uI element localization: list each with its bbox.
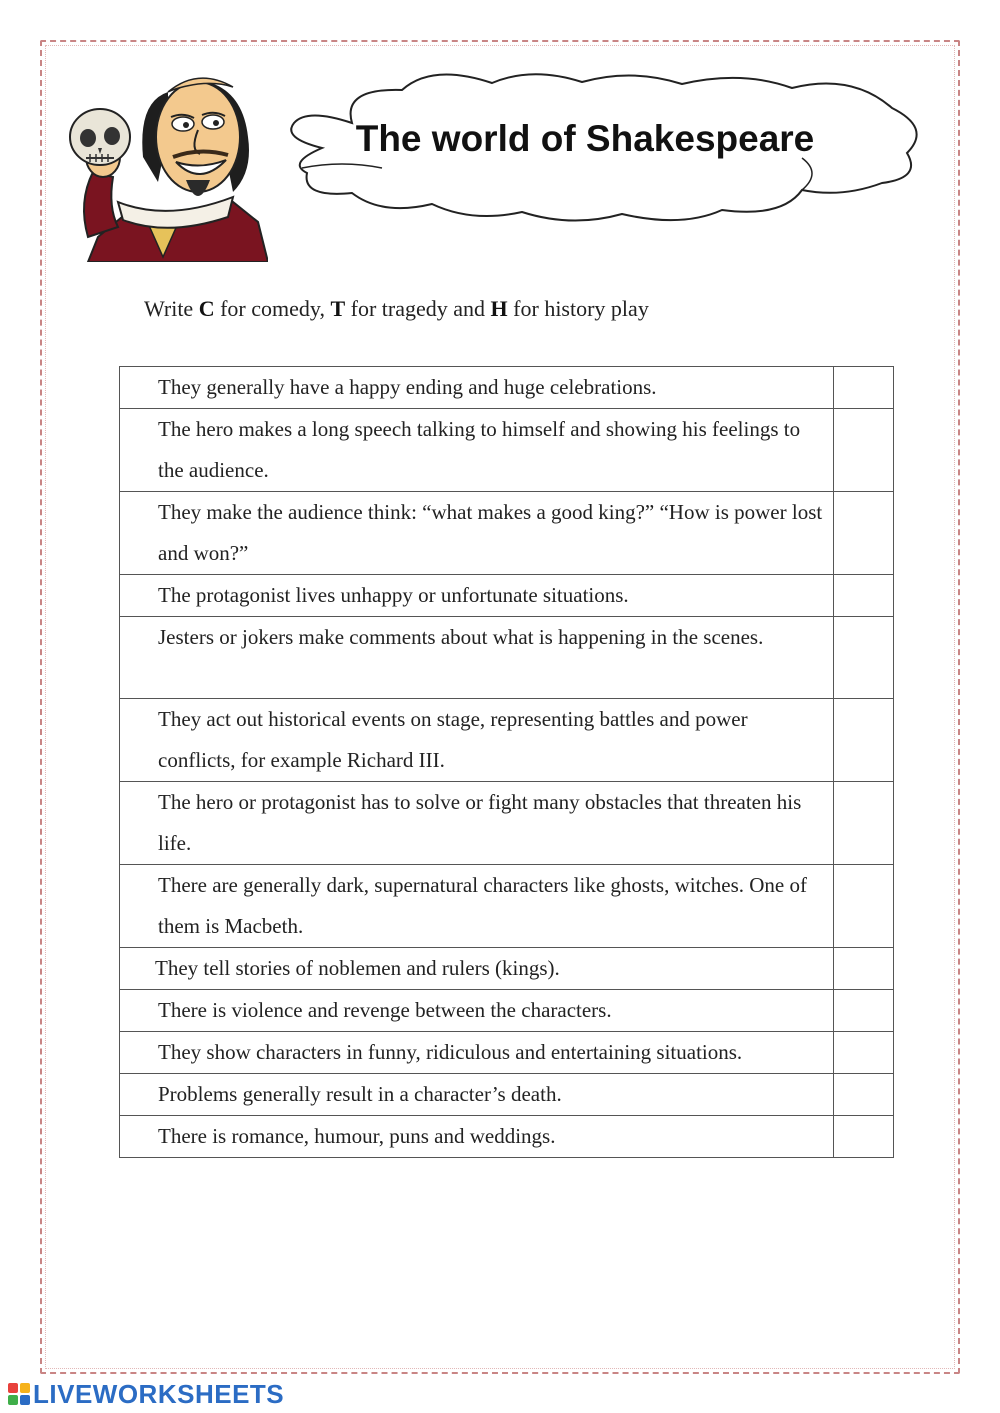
answer-cell[interactable] [834,1032,894,1074]
statement-text: They make the audience think: “what makes a good king?” “How is power lost and won?” [120,492,834,575]
answer-cell[interactable] [834,865,894,948]
answer-cell[interactable] [834,409,894,492]
answer-cell[interactable] [834,367,894,409]
answer-cell[interactable] [834,699,894,782]
instructions: Write C for comedy, T for tragedy and H for history play [144,296,649,321]
statement-text: They tell stories of noblemen and rulers (kings). [120,948,834,990]
shakespeare-skull-illustration [58,62,268,262]
statement-text: There is violence and revenge between the characters. [120,990,834,1032]
page-title: The world of Shakespeare [355,118,815,159]
answer-cell[interactable] [834,492,894,575]
answer-cell[interactable] [834,1116,894,1158]
table-row [120,782,894,865]
table-row [120,409,894,492]
statement-text: They show characters in funny, ridiculous and entertaining situations. [120,1032,834,1074]
table-row [120,948,894,990]
table-row [120,492,894,575]
table-row [120,617,894,699]
logo-squares-icon [8,1383,30,1405]
liveworksheets-logo[interactable] [8,1380,284,1408]
tragedy-code: T [330,296,346,321]
statement-text: The hero or protagonist has to solve or fight many obstacles that threaten his life. [120,782,834,865]
statement-text: The protagonist lives unhappy or unfortunate situations. [120,575,834,617]
statement-text: They generally have a happy ending and huge celebrations. [120,367,834,409]
table-row [120,1032,894,1074]
answer-cell[interactable] [834,782,894,865]
table-row [120,699,894,782]
statement-text: Jesters or jokers make comments about what is happening in the scenes. [120,617,834,699]
table-row [120,865,894,948]
statement-text: The hero makes a long speech talking to himself and showing his feelings to the audience. [120,409,834,492]
brand-name: LIVEWORKSHEETS [33,1378,285,1409]
statement-text: They act out historical events on stage, representing battles and power conflicts, for example Richard III. [120,699,834,782]
answer-cell[interactable] [834,990,894,1032]
statements-table [119,366,894,1158]
table-row [120,990,894,1032]
table-row [120,1074,894,1116]
statement-text: Problems generally result in a character’s death. [120,1074,834,1116]
answer-cell[interactable] [834,948,894,990]
table-row [120,1116,894,1158]
answer-cell[interactable] [834,617,894,699]
statement-text: There is romance, humour, puns and weddings. [120,1116,834,1158]
answer-cell[interactable] [834,575,894,617]
table-row [120,575,894,617]
table-row [120,367,894,409]
answer-cell[interactable] [834,1074,894,1116]
history-code: H [490,296,508,321]
comedy-code: C [198,296,215,321]
statement-text: There are generally dark, supernatural characters like ghosts, witches. One of them is Macbeth. [120,865,834,948]
